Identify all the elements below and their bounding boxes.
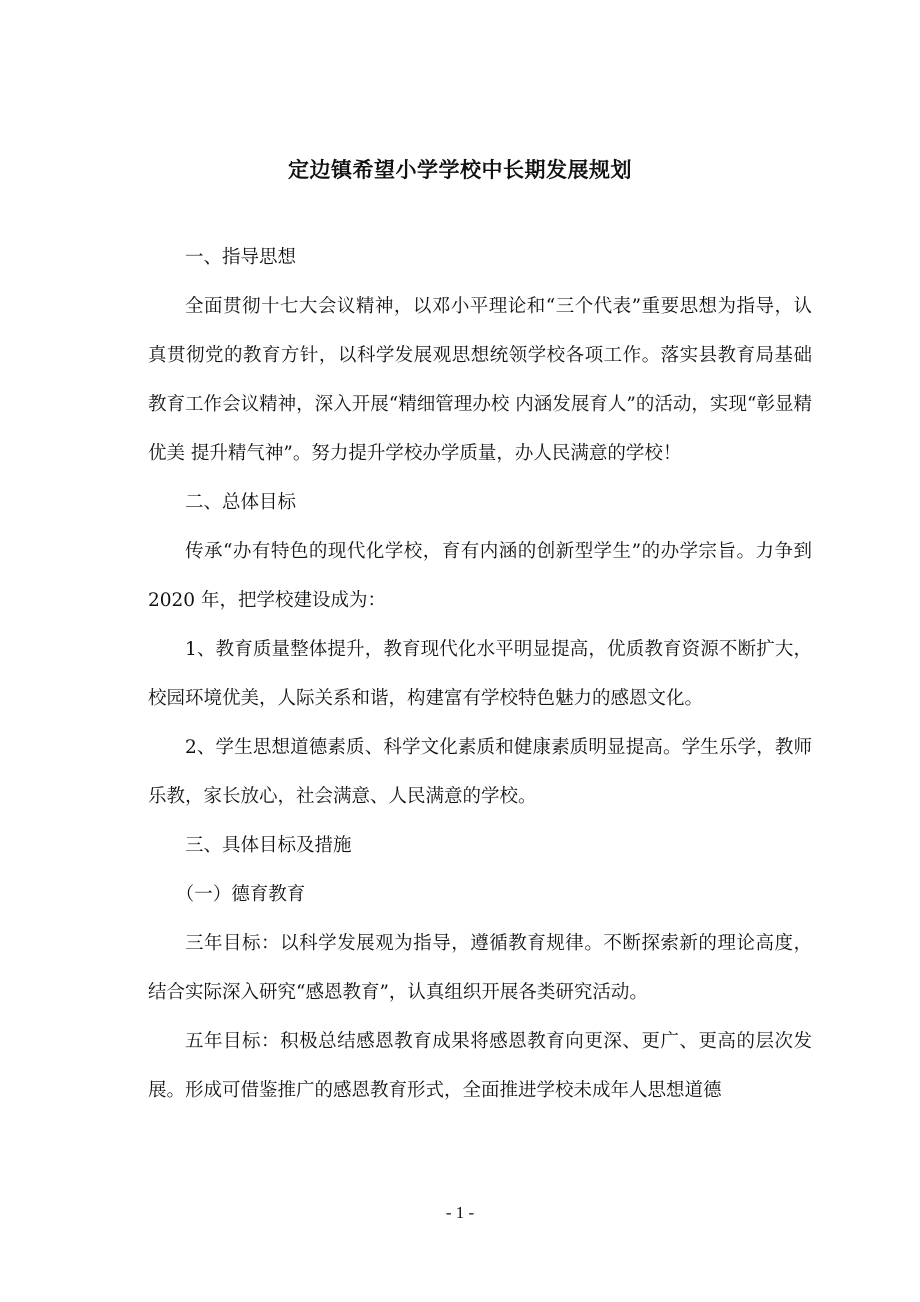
paragraph-three-year-goal: 三年目标：以科学发展观为指导，遵循教育规律。不断探索新的理论高度，结合实际深入研究“感恩教育”，认真组织开展各类研究活动。 xyxy=(148,933,812,1003)
paragraph-five-year-goal: 五年目标：积极总结感恩教育成果将感恩教育向更深、更广、更高的层次发展。形成可借鉴推广的感恩教育形式，全面推进学校未成年人思想道德 xyxy=(148,1031,812,1101)
subsection-heading-moral-education: （一）德育教育 xyxy=(175,884,306,905)
document-title: 定边镇希望小学学校中长期发展规划 xyxy=(288,158,632,182)
paragraph-guiding-ideology: 全面贯彻十七大会议精神，以邓小平理论和“三个代表”重要思想为指导，认真贯彻党的教育方针，以科学发展观思想统领学校各项工作。落实县教育局基础教育工作会议精神，深入开展“精细管理办校 内涵发展育人”的活动，实现“彰显精优美 提升精气神”。努力提升学校办学质量，办人民满意的学校！ xyxy=(148,296,812,464)
paragraph-goal-1: 1、教育质量整体提升，教育现代化水平明显提高，优质教育资源不断扩大，校园环境优美，人际关系和谐，构建富有学校特色魅力的感恩文化。 xyxy=(148,639,812,709)
section-heading-specific-goals: 三、具体目标及措施 xyxy=(185,835,352,856)
paragraph-goal-2: 2、学生思想道德素质、科学文化素质和健康素质明显提高。学生乐学，教师乐教，家长放心，社会满意、人民满意的学校。 xyxy=(148,737,812,807)
section-heading-guiding-ideology: 一、指导思想 xyxy=(185,247,297,268)
paragraph-overall-goals: 传承“办有特色的现代化学校，育有内涵的创新型学生”的办学宗旨。力争到 2020 年，把学校建设成为： xyxy=(148,541,812,611)
document-body xyxy=(148,233,812,1115)
page-number: - 1 - xyxy=(445,1203,475,1222)
section-heading-overall-goals: 二、总体目标 xyxy=(185,492,297,513)
